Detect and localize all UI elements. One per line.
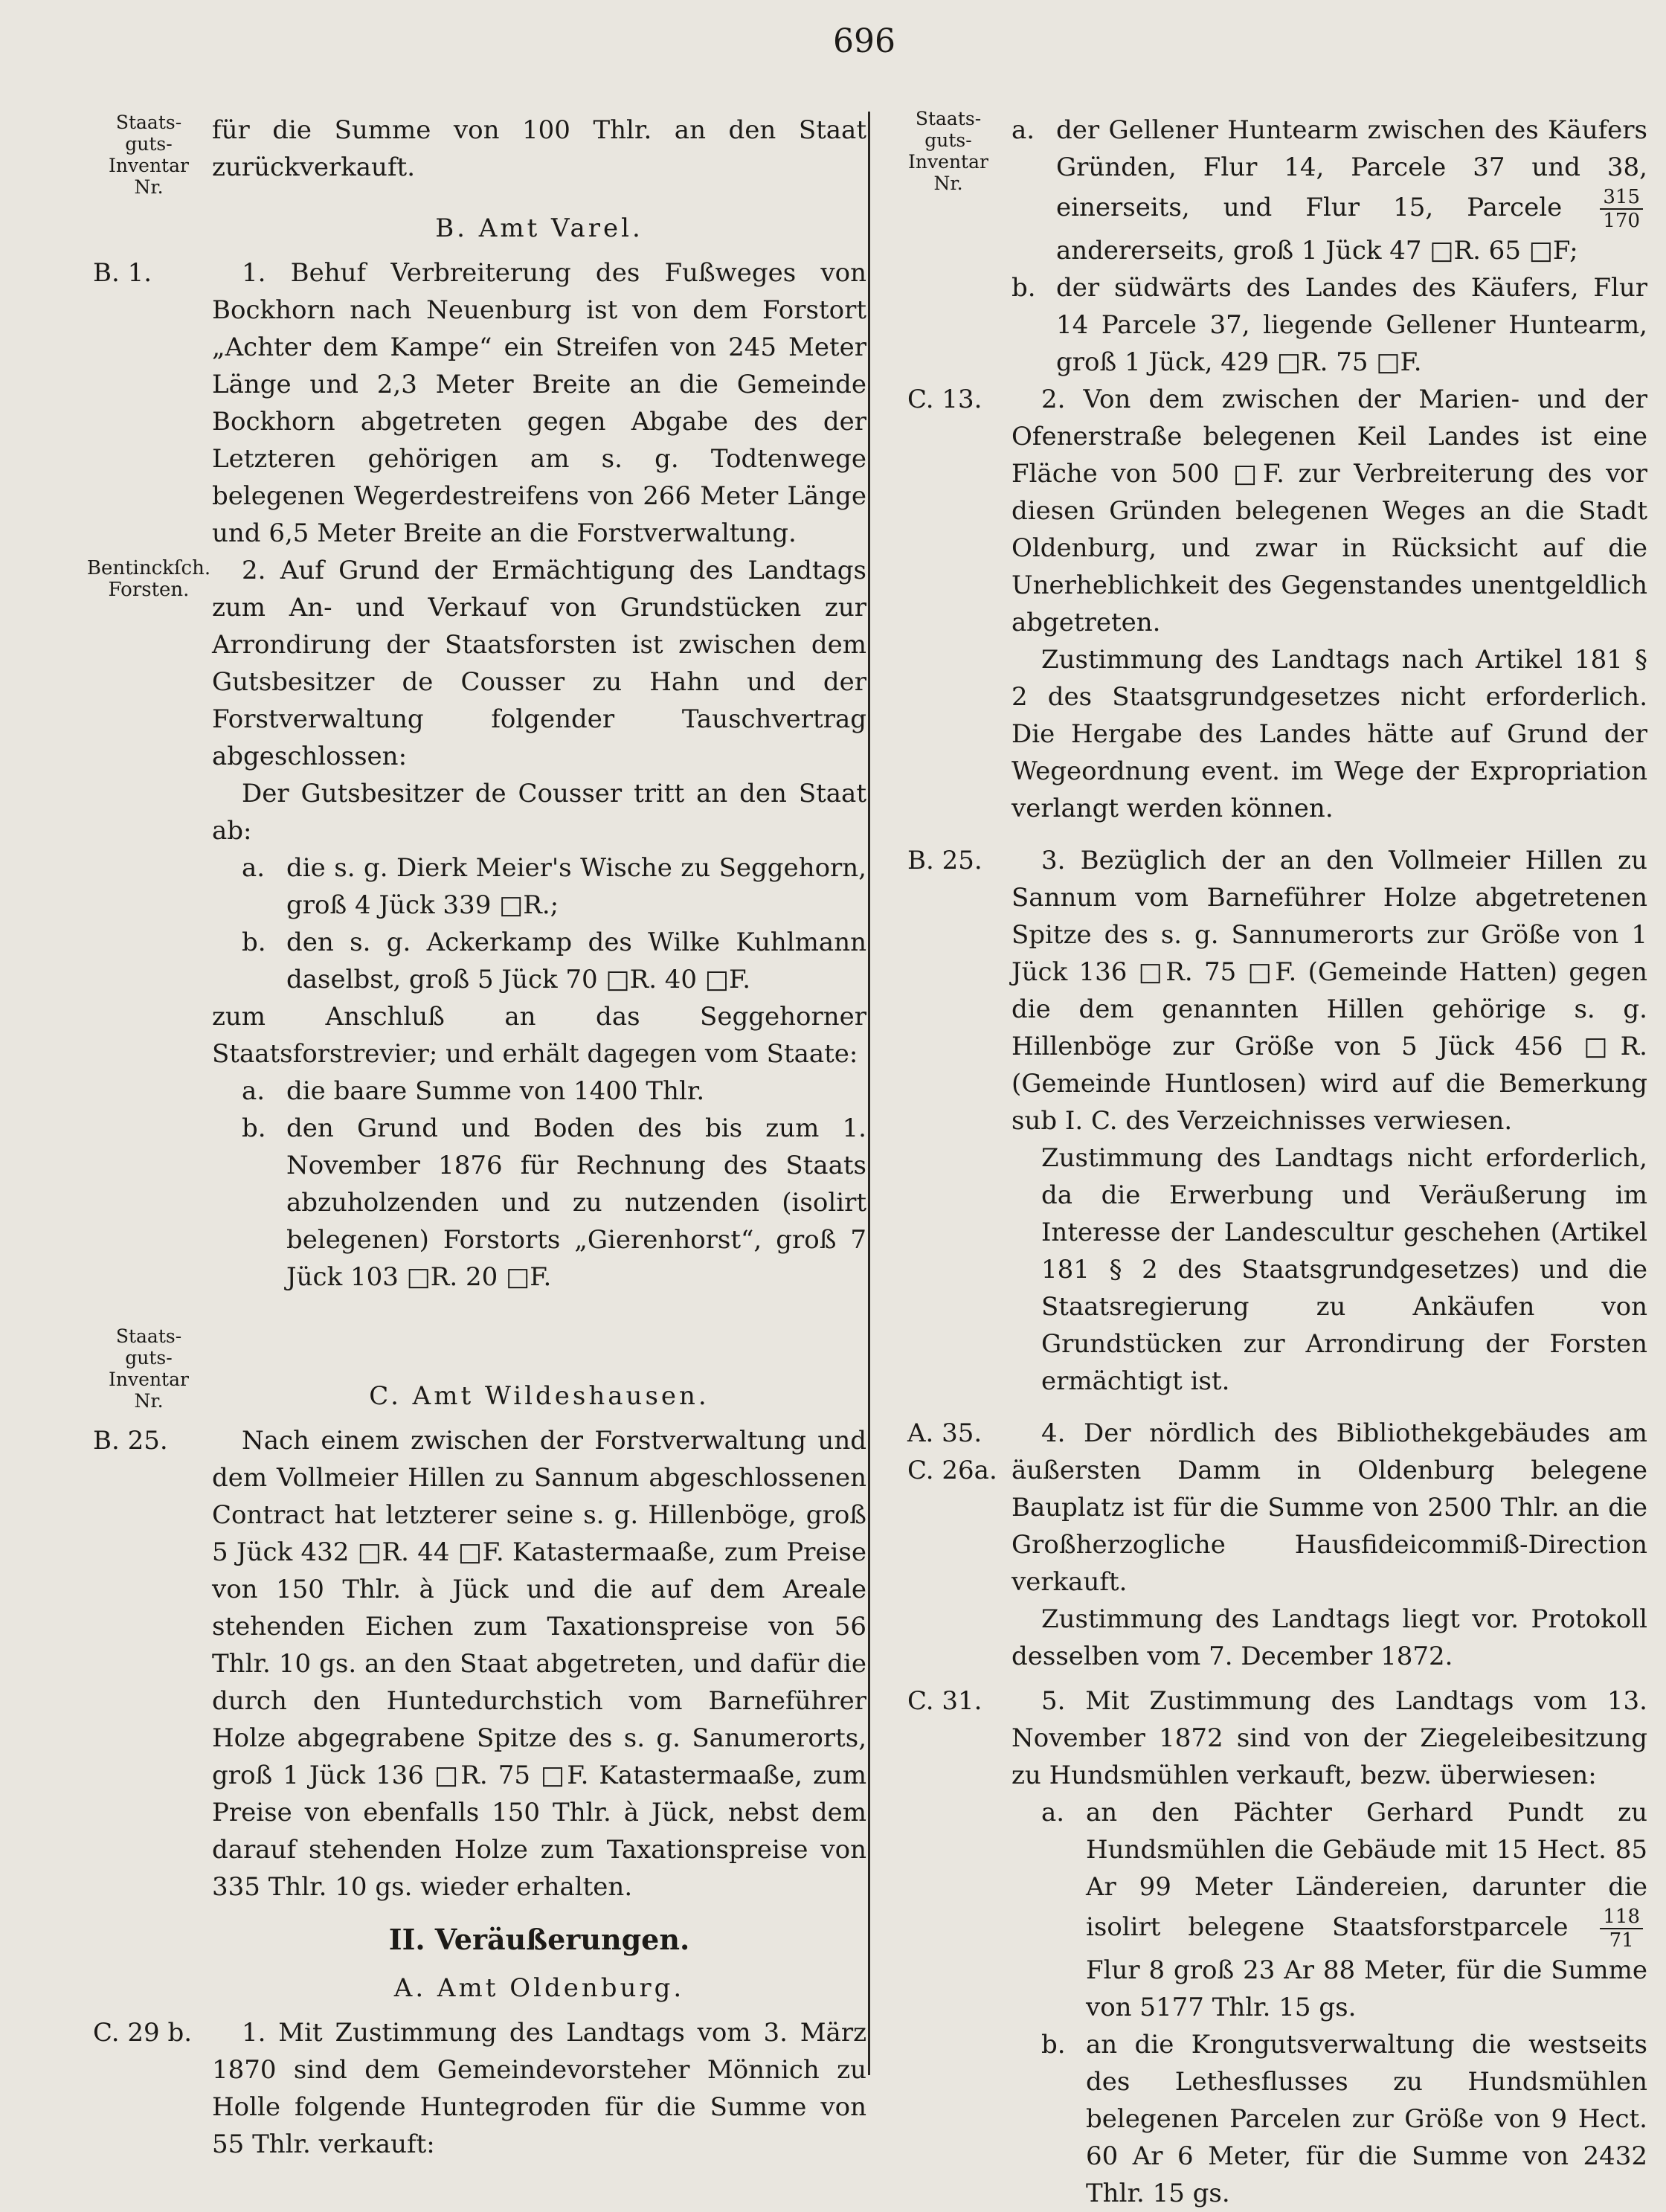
margin-ref-b1: B. 1.	[93, 258, 152, 288]
list-item: b. den s. g. Ackerkamp des Wilke Kuhlmann daselbst, groß 5 Jück 70 □R. 40 □F.	[242, 927, 866, 994]
paragraph-c13: 2. Von dem zwischen der Marien- und der Ofenerstraße belegenen Keil Landes ist eine Fläche von 500 □F. zur Verbreiterung des vor diesen Gründen belegenen Weges an die Stadt Oldenburg, und zwar in Rücksicht auf die Unerheblichkeit des Gegenstandes unentgeldlich abgetreten.	[1012, 385, 1647, 637]
parcel-fraction: $\frac{315}{170}$	[1600, 186, 1643, 232]
note-b25: Zustimmung des Landtags nicht erforderlich, da die Erwerbung und Veräußerung im Interesse der Landescultur geschehen (Artikel 181 § 2 des Staatsgrundgesetzes) und die Staatsregierung zu Ankäufen von Grundstücken zur Arrondirung der Forsten ermächtigt ist.	[1041, 1143, 1647, 1396]
paragraph-b2-mid: zum Anschluß an das Seggehorner Staatsforstrevier; und erhält dagegen vom Staate:	[212, 1002, 866, 1069]
margin-header-inventory: Staats- guts- Inventar Nr.	[109, 112, 189, 198]
paragraph-b25: 3. Bezüglich der an den Vollmeier Hillen zu Sannum vom Barneführer Holze abgetretenen Spitze des s. g. Sannumerorts zur Größe von 1 Jück 136 □R. 75 □F. (Gemeinde Hatten) gegen die dem genannten Hillen gehörige s. g. Hillenböge zur Größe von 5 Jück 456 □R. (Gemeinde Huntlosen) wird auf die Bemerkung sub I. C. des Verzeichnisses verwiesen.	[1012, 846, 1647, 1136]
list-item-text: Flur 8 groß 23 Ar 88 Meter, für die Summe von 5177 Thlr. 15 gs.	[1086, 1955, 1647, 2022]
margin-bentinck-forsten: Bentinckſch. Forsten.	[86, 557, 211, 601]
paragraph-c31: 5. Mit Zustimmung des Landtags vom 13. November 1872 sind von der Ziegeleibesitzung zu Hundsmühlen verkauft, bezw. überwiesen:	[1012, 1686, 1647, 1790]
margin-ref-a35-c26a: A. 35. C. 26a.	[907, 1418, 997, 1485]
margin-header-inventory-2: Staats- guts- Inventar Nr.	[109, 1325, 189, 1412]
margin-header-inventory-right: Staats- guts- Inventar Nr.	[908, 108, 988, 194]
heading-amt-varel: B. Amt Varel.	[435, 213, 643, 243]
paragraph-b2-sub: Der Gutsbesitzer de Cousser tritt an den Staat ab:	[212, 779, 866, 846]
left-column	[86, 112, 866, 2163]
heading-veraeusserungen: II. Veräußerungen.	[388, 1923, 690, 1956]
paragraph-oldenburg-1: 1. Mit Zustimmung des Landtags vom 3. März 1870 sind dem Gemeindevorsteher Mönnich zu Holle folgende Huntegroden für die Summe von 55 Thlr. verkauft:	[212, 2018, 866, 2159]
column-divider	[868, 112, 870, 2075]
list-item-text: andererseits, groß 1 Jück 47 □R. 65 □F;	[1056, 236, 1578, 266]
page-number: 696	[833, 22, 895, 60]
right-column	[896, 108, 1647, 2212]
list-item: b. an die Krongutsverwaltung die westseits des Lethesflusses zu Hundsmühlen belegenen Parcelen zur Größe von 9 Hect. 60 Ar 6 Meter, für die Summe von 2432 Thlr. 15 gs.	[1041, 2030, 1647, 2208]
margin-ref-c13: C. 13.	[907, 385, 982, 414]
paragraph-wildeshausen: Nach einem zwischen der Forstverwaltung und dem Vollmeier Hillen zu Sannum abgeschlossenen Contract hat letzterer seine s. g. Hillenböge, groß 5 Jück 432 □R. 44 □F. Katastermaaße, zum Preise von 150 Thlr. à Jück und die auf dem Areale stehenden Eichen zum Taxationspreise von 56 Thlr. 10 gs. an den Staat abgetreten, und dafür die durch den Huntedurchstich vom Barneführer Holze abgegrabene Spitze des s. g. Sanumerorts, groß 1 Jück 136 □R. 75 □F. Katastermaaße, zum Preise von ebenfalls 150 Thlr. à Jück, nebst dem darauf stehenden Holze zum Taxationspreise von 335 Thlr. 10 gs. wieder erhalten.	[212, 1426, 866, 1902]
margin-ref-b25: B. 25.	[907, 846, 982, 875]
heading-amt-oldenburg: A. Amt Oldenburg.	[393, 1973, 685, 2003]
margin-ref-c31: C. 31.	[907, 1686, 982, 1716]
paragraph-a35: 4. Der nördlich des Bibliothekgebäudes am äußersten Damm in Oldenburg belegene Bauplatz ist für die Summe von 2500 Thlr. an die Großherzogliche Hausfideicommiß-Direction verkauft.	[1012, 1418, 1647, 1597]
list-item: a. der Gellener Huntearm zwischen des Käufers Gründen, Flur 14, Parcele 37 und 38, einerseits, und Flur 15, Parcele $\frac{315}{170}$ andererseits, groß 1 Jück 47 □R. 65 □F;	[1012, 115, 1647, 266]
paragraph-b1: 1. Behuf Verbreiterung des Fußweges von Bockhorn nach Neuenburg ist von dem Forstort „Achter dem Kampe“ ein Streifen von 245 Meter Länge und 2,3 Meter Breite an die Gemeinde Bockhorn abgetreten gegen Abgabe des der Letzteren gehörigen am s. g. Todtenwege belegenen Wegerdestreifens von 266 Meter Länge und 6,5 Meter Breite an die Forstverwaltung.	[212, 258, 866, 548]
note-c13: Zustimmung des Landtags nach Artikel 181 § 2 des Staatsgrundgesetzes nicht erforderlich. Die Hergabe des Landes hätte auf Grund der Wegeordnung event. im Wege der Expropriation verlangt werden können.	[1012, 645, 1647, 823]
intro-paragraph: für die Summe von 100 Thlr. an den Staat zurückverkauft.	[212, 115, 866, 182]
margin-ref-c: B. 25.	[93, 1426, 168, 1456]
list-item: b. den Grund und Boden des bis zum 1. November 1876 für Rechnung des Staats abzuholzenden und zu nutzenden (isolirt belegenen) Forstorts „Gierenhorst“, groß 7 Jück 103 □R. 20 □F.	[242, 1113, 866, 1292]
list-item: b. der südwärts des Landes des Käufers, Flur 14 Parcele 37, liegende Gellener Huntearm, groß 1 Jück, 429 □R. 75 □F.	[1012, 273, 1647, 377]
list-item-text: an den Pächter Gerhard Pundt zu Hundsmühlen die Gebäude mit 15 Hect. 85 Ar 99 Meter Ländereien, darunter die isolirt belegene Staatsforstparcele	[1086, 1798, 1647, 1942]
list-item: a. die s. g. Dierk Meier's Wische zu Seggehorn, groß 4 Jück 339 □R.;	[242, 853, 866, 920]
heading-amt-wildeshausen: C. Amt Wildeshausen.	[369, 1381, 710, 1411]
list-item: a. die baare Summe von 1400 Thlr.	[242, 1076, 705, 1106]
list-item: a. an den Pächter Gerhard Pundt zu Hundsmühlen die Gebäude mit 15 Hect. 85 Ar 99 Meter Ländereien, darunter die isolirt belegene Staatsforstparcele $\frac{118}{71}$ Flur 8 groß 23 Ar 88 Meter, für die Summe von 5177 Thlr. 15 gs.	[1041, 1798, 1647, 2022]
paragraph-b2: 2. Auf Grund der Ermächtigung des Landtags zum An- und Verkauf von Grundstücken zur Arrondirung der Staatsforsten ist zwischen dem Gutsbesitzer de Cousser zu Hahn und der Forstverwaltung folgender Tauschvertrag abgeschlossen:	[212, 556, 866, 771]
note-a35: Zustimmung des Landtags liegt vor. Protokoll desselben vom 7. December 1872.	[1012, 1604, 1647, 1671]
margin-ref-c29b: C. 29 b.	[93, 2018, 193, 2048]
parcel-fraction: $\frac{118}{71}$	[1600, 1906, 1643, 1952]
list-item-text: der Gellener Huntearm zwischen des Käufers Gründen, Flur 14, Parcele 37 und 38, einerseits, und Flur 15, Parcele	[1056, 115, 1647, 222]
